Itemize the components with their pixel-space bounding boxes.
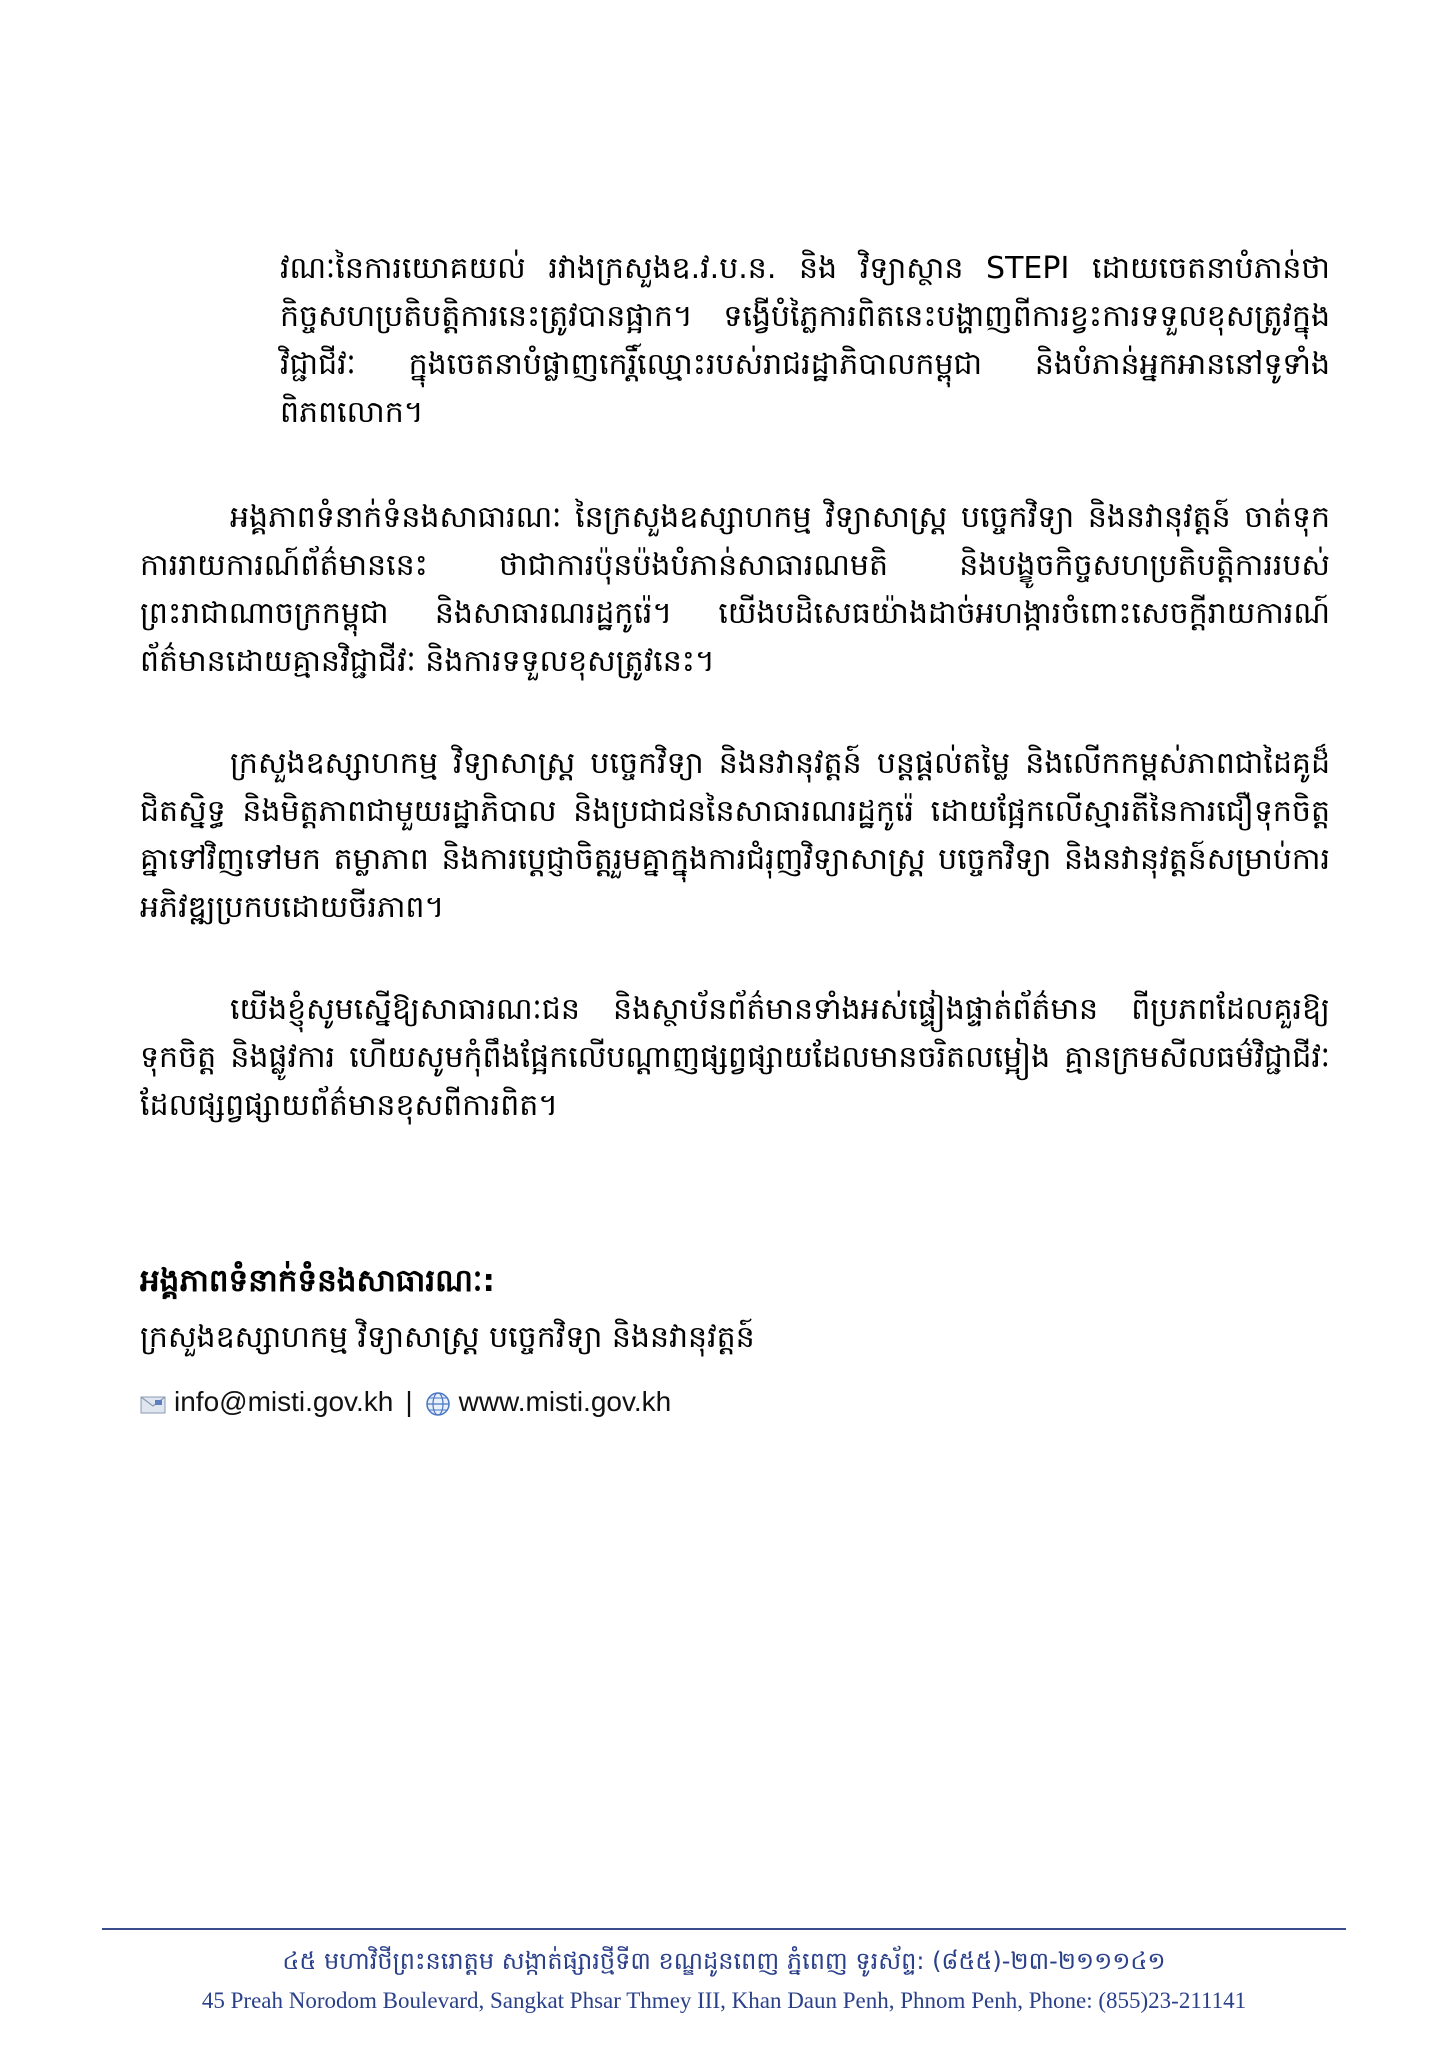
- footer-address-english: 45 Preah Norodom Boulevard, Sangkat Phsar Thmey III, Khan Daun Penh, Phnom Penh, Phone: (855)23-211141: [201, 1988, 1247, 2013]
- footer-divider: [102, 1928, 1346, 1930]
- contact-separator: |: [405, 1386, 413, 1417]
- body-paragraph-rejection: អង្គភាពទំនាក់ទំនងសាធារណៈ នៃក្រសួងឧស្សាហកម្ម វិទ្យាសាស្ត្រ បច្ចេកវិទ្យា និងនវានុវត្តន៍ ចាត់ទុកការរាយការណ៍ព័ត៌មាននេះ ថាជាការប៉ុនប៉ងបំភាន់សាធារណមតិ និងបង្ខូចកិច្ចសហប្រតិបត្តិការរបស់ព្រះរាជាណាចក្រកម្ពុជា និងសាធារណរដ្ឋកូរ៉េ។ យើងបដិសេធយ៉ាងដាច់អហង្ការចំពោះសេចក្ដីរាយការណ៍ព័ត៌មានដោយគ្មានវិជ្ជាជីវៈ និងការទទួលខុសត្រូវនេះ។: [140, 500, 1330, 679]
- footer-address-khmer: ៤៥ មហាវិថីព្រះនរោត្តម សង្កាត់ផ្សារថ្មីទី៣ ខណ្ឌដូនពេញ ភ្នំពេញ ទូរស័ព្ទ: (៨៥៥)-២៣-២១១១៤១: [282, 1947, 1166, 1975]
- website-link[interactable]: www.misti.gov.kh: [458, 1386, 672, 1417]
- email-icon: [140, 1391, 166, 1413]
- email-link[interactable]: info@misti.gov.kh: [174, 1386, 394, 1417]
- body-paragraph-continuation: វណៈនៃការយោគយល់ រវាងក្រសួងឧ.វ.ប.ន. និង វិទ្យាស្ថាន STEPI ដោយចេតនាបំភាន់ថា កិច្ចសហប្រតិបត្តិការនេះត្រូវបានផ្អាក។ ទង្វើបំភ្លៃការពិតនេះបង្ហាញពីការខ្វះការទទួលខុសត្រូវក្នុងវិជ្ជាជីវៈ ក្នុងចេតនាបំផ្លាញកេរ្តិ៍ឈ្មោះរបស់រាជរដ្ឋាភិបាលកម្ពុជា និងបំភាន់អ្នកអាននៅទូទាំងពិភពលោក។: [280, 251, 1330, 430]
- signature-organization: ក្រសួងឧស្សាហកម្ម វិទ្យាសាស្ត្រ បច្ចេកវិទ្យា និងនវានុវត្តន៍: [140, 1320, 755, 1355]
- contact-line: [140, 1386, 671, 1418]
- globe-icon: [425, 1391, 451, 1413]
- body-paragraph-request: យើងខ្ញុំសូមស្នើឱ្យសាធារណៈជន និងស្ថាប័នព័ត៌មានទាំងអស់ផ្ទៀងផ្ទាត់ព័ត៌មាន ពីប្រភពដែលគួរឱ្យទុកចិត្ត និងផ្លូវការ ហើយសូមកុំពឹងផ្អែកលើបណ្ដាញផ្សព្វផ្សាយដែលមានចរិតលម្អៀង គ្មានក្រមសីលធម៌វិជ្ជាជីវៈ ដែលផ្សព្វផ្សាយព័ត៌មានខុសពីការពិត។: [140, 992, 1330, 1123]
- body-paragraph-partnership: ក្រសួងឧស្សាហកម្ម វិទ្យាសាស្ត្រ បច្ចេកវិទ្យា និងនវានុវត្តន៍ បន្តផ្ដល់តម្លៃ និងលើកកម្ពស់ភាពជាដៃគូដ៏ជិតស្និទ្ធ និងមិត្តភាពជាមួយរដ្ឋាភិបាល និងប្រជាជននៃសាធារណរដ្ឋកូរ៉េ ដោយផ្អែកលើស្មារតីនៃការជឿទុកចិត្តគ្នាទៅវិញទៅមក តម្លាភាព និងការប្ដេជ្ញាចិត្តរួមគ្នាក្នុងការជំរុញវិទ្យាសាស្ត្រ បច្ចេកវិទ្យា និងនវានុវត្តន៍សម្រាប់ការអភិវឌ្ឍប្រកបដោយចីរភាព។: [140, 746, 1330, 925]
- signature-title: អង្គភាពទំនាក់ទំនងសាធារណៈ:: [140, 1263, 495, 1299]
